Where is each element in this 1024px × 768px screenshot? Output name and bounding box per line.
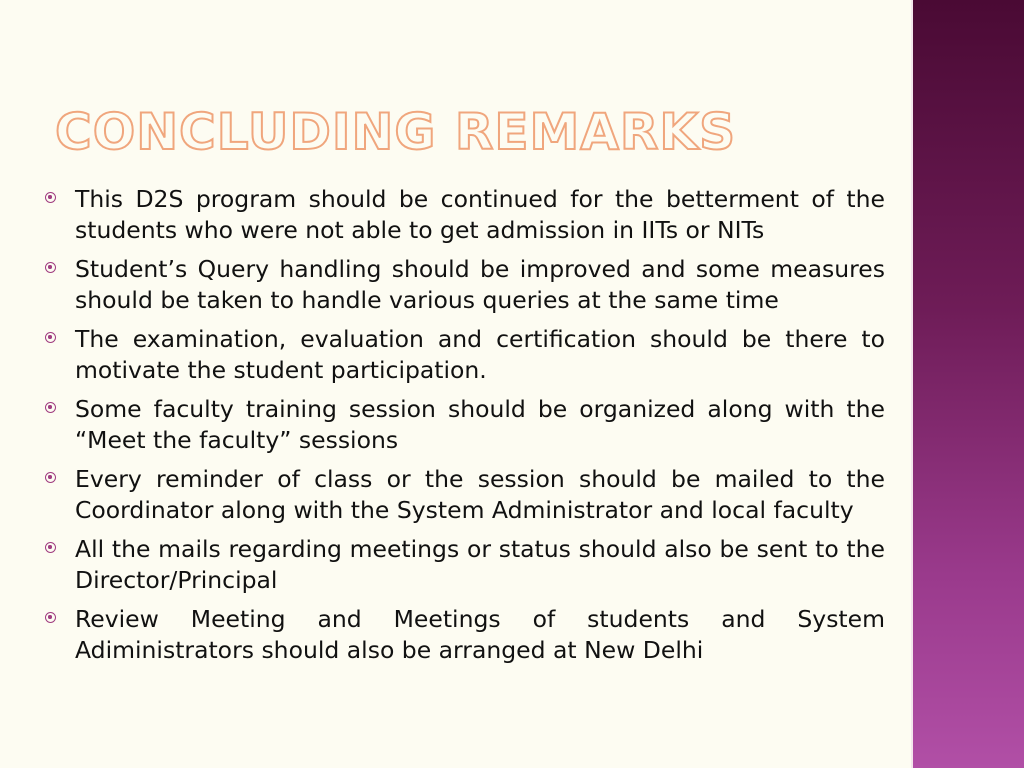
circle-bullet-icon — [45, 192, 56, 203]
bullet-text: Some faculty training session should be organized along with the “Meet the faculty” sessions — [75, 395, 885, 454]
decorative-side-band — [911, 0, 1024, 768]
bullet-item — [45, 394, 885, 456]
bullet-list — [45, 184, 885, 674]
bullet-text: Student’s Query handling should be improved and some measures should be taken to handle various queries at the same time — [75, 255, 885, 314]
bullet-item — [45, 184, 885, 246]
bullet-text: This D2S program should be continued for the betterment of the students who were not able to get admission in IITs or NITs — [75, 185, 885, 244]
circle-bullet-icon — [45, 402, 56, 413]
bullet-item — [45, 604, 885, 666]
bullet-text: Review Meeting and Meetings of students and System Adiministrators should also be arranged at New Delhi — [75, 605, 885, 664]
circle-bullet-icon — [45, 262, 56, 273]
bullet-item — [45, 534, 885, 596]
bullet-text: The examination, evaluation and certification should be there to motivate the student participation. — [75, 325, 885, 384]
bullet-item — [45, 254, 885, 316]
slide-title: CONCLUDING REMARKS — [55, 103, 737, 161]
circle-bullet-icon — [45, 612, 56, 623]
bullet-text: All the mails regarding meetings or status should also be sent to the Director/Principal — [75, 535, 885, 594]
bullet-item — [45, 464, 885, 526]
circle-bullet-icon — [45, 332, 56, 343]
side-band-edge — [911, 0, 913, 768]
circle-bullet-icon — [45, 472, 56, 483]
bullet-text: Every reminder of class or the session should be mailed to the Coordinator along with the System Administrator and local faculty — [75, 465, 885, 524]
bullet-item — [45, 324, 885, 386]
circle-bullet-icon — [45, 542, 56, 553]
